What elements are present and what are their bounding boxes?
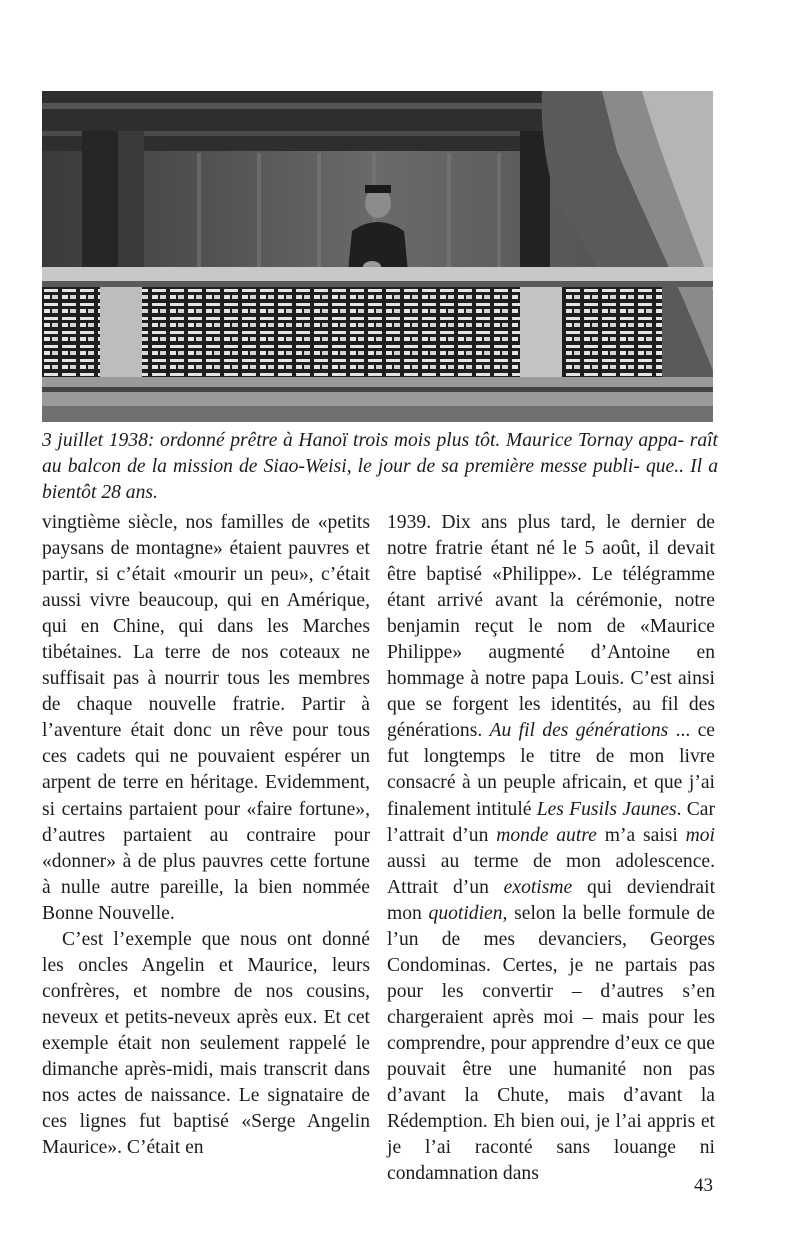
- caption-line-3: que.. Il a bientôt 28 ans.: [42, 456, 718, 503]
- italic-book-title: Les Fusils Jaunes: [536, 798, 677, 820]
- photo-balcony-icon: [42, 91, 713, 422]
- italic-monde-autre: monde autre: [496, 824, 597, 846]
- right-paragraph: [387, 510, 715, 1187]
- right-text-7: , selon la belle formule de l’un de mes devanciers, Georges Condominas. Certes, je ne partais pas pour les convertir – d’autres s’en chargeraient après moi – mais pour les comprendre, pour apprendre d’eux ce que pouvait être une humanité non pas d’avant la Chute, mais d’avant la Rédemption. Eh bien oui, je l’ai appris et je l’ai raconté sans louange ni condamnation dans: [387, 902, 715, 1185]
- right-text-5: aussi au terme de mon adolescence. Attrait d’un: [387, 850, 715, 898]
- right-text-2: ... ce fut longtemps le titre de mon livre consacré à un peuple africain, et que j’ai finalement intitulé: [387, 720, 715, 820]
- photo-caption: [42, 428, 718, 506]
- caption-line-2: raît au balcon de la mission de Siao-Weisi, le jour de sa première messe publi-: [42, 430, 718, 477]
- right-column: [387, 510, 715, 1187]
- italic-au-fil: Au fil des générations: [489, 720, 669, 742]
- left-paragraph-1: vingtième siècle, nos familles de «petits paysans de montagne» étaient pauvres et partir, si c’était «mourir un peu», c’était aussi vivre beaucoup, qui en Amérique, qui en Chine, qui dans les Marches tibétaines. La terre de nos coteaux ne suffisait pas à nourrir tous les membres de chaque nouvelle fratrie. Partir à l’aventure était donc un rêve pour tous ces cadets qui ne pouvaient espérer un arpent de terre en héritage. Evidemment, si certains partaient pour «faire fortune», d’autres partaient au contraire pour «donner» à de plus pauvres cette fortune à nulle autre pareille, la bien nommée Bonne Nouvelle.: [42, 512, 370, 924]
- left-paragraph-2: C’est l’exemple que nous ont donné les oncles Angelin et Maurice, leurs confrères, et nombre de nos cousins, neveux et petits-neveux après eux. Et cet exemple était non seulement rappelé le dimanche après-midi, mais transcrit dans nos actes de naissance. Le signataire de ces lignes fut baptisé «Serge Angelin Maurice». C’était en: [42, 928, 370, 1159]
- right-text-4: m’a saisi: [596, 824, 686, 846]
- page-number: 43: [694, 1175, 713, 1196]
- right-text-1: 1939. Dix ans plus tard, le dernier de notre fratrie étant né le 5 août, il devait être baptisé «Philippe». Le télégramme étant arrivé avant la cérémonie, notre benjamin reçut le nom de «Maurice Philippe» augmenté d’Antoine en hommage à notre papa Louis. C’est ainsi que se forgent les identités, au fil des générations.: [387, 512, 715, 742]
- photo: [42, 91, 713, 422]
- italic-moi: moi: [685, 824, 715, 846]
- italic-exotisme: exotisme: [503, 876, 573, 898]
- left-column: [42, 510, 370, 1161]
- right-text-6: qui deviendrait mon: [387, 876, 716, 924]
- caption-line-1: 3 juillet 1938: ordonné prêtre à Hanoï trois mois plus tôt. Maurice Tornay appa-: [42, 430, 685, 451]
- right-text-3: . Car l’attrait d’un: [387, 798, 715, 846]
- italic-quotidien: quotidien: [428, 902, 503, 924]
